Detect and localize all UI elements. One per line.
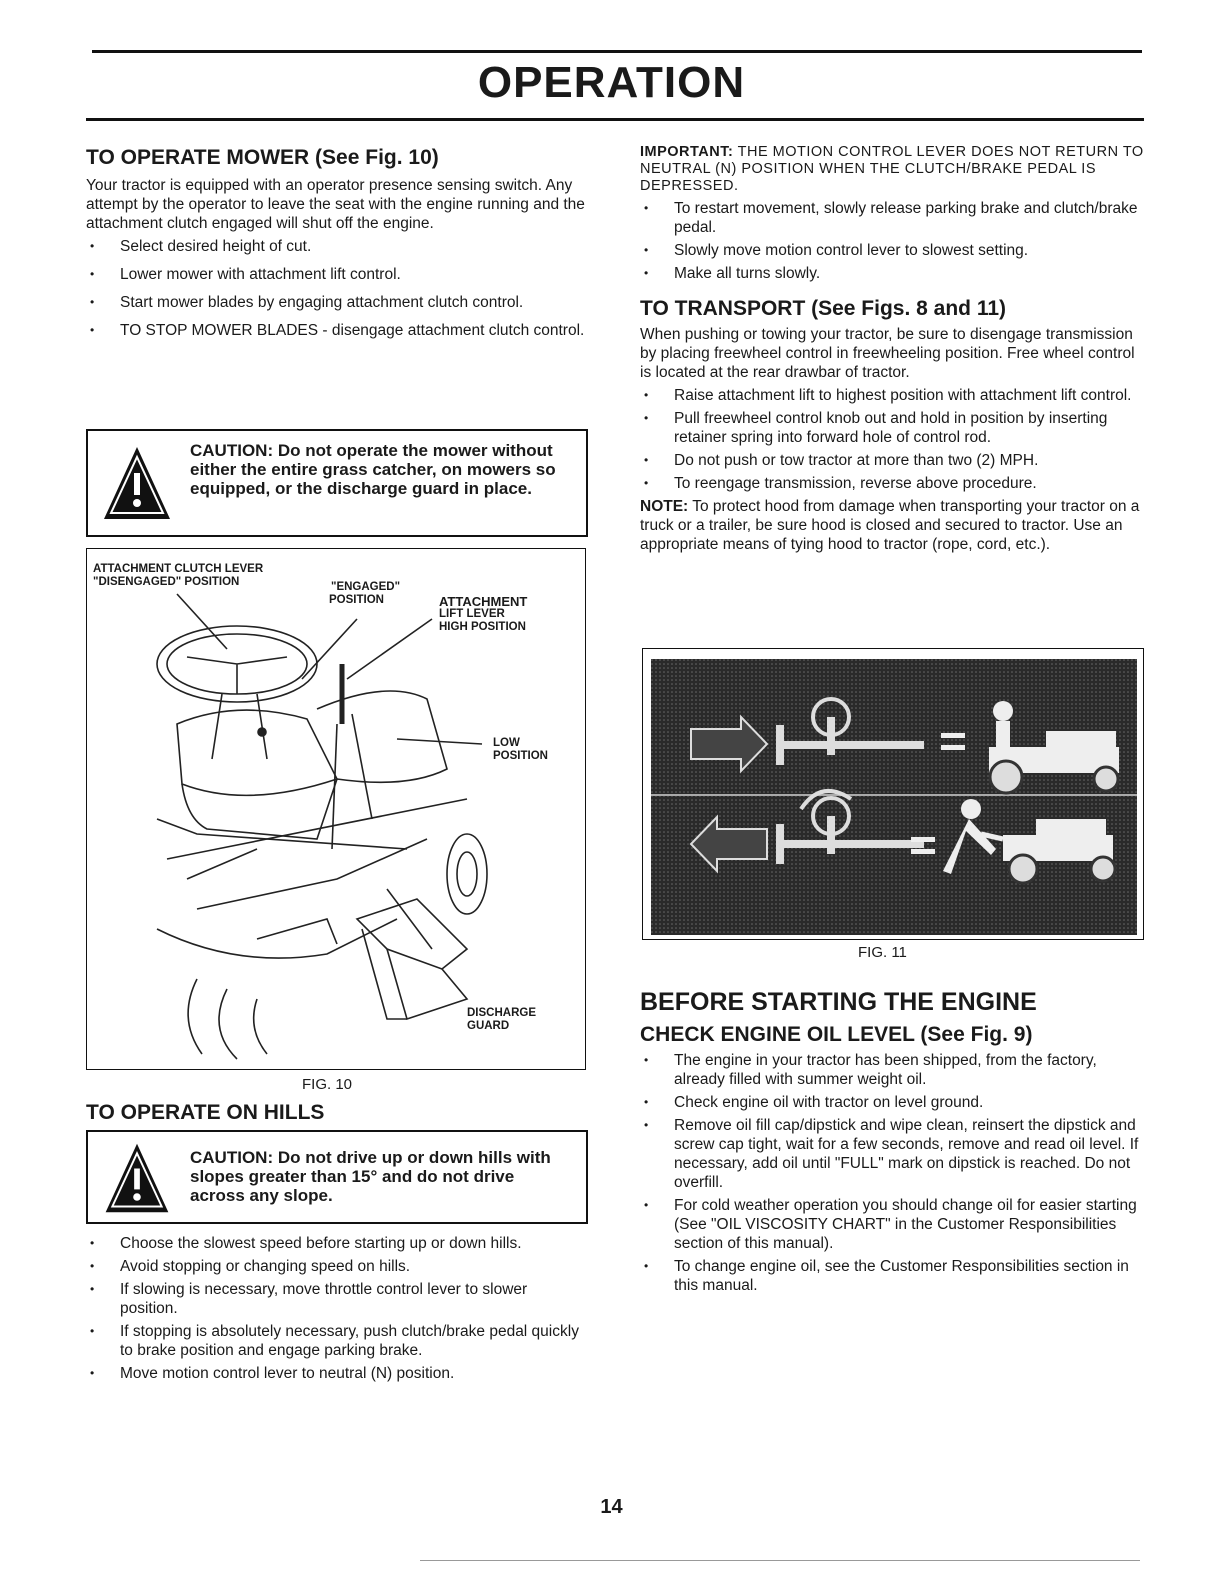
label-engaged-position: "ENGAGED" POSITION	[329, 581, 401, 606]
transport-intro: When pushing or towing your tractor, be sure to disengage transmission by placing freewheel control in freewheeling position. Free wheel control is located at the rear drawbar of tractor.	[640, 326, 1135, 381]
list-item: • Remove oil fill cap/dipstick and wipe clean, reinsert the dipstick and screw cap tight, wait for a few seconds, remove and read oil level. If necessary, add oil until "FULL" mark on dipstick is reached. Do not overfill.	[640, 1116, 1146, 1192]
warning-triangle-icon	[102, 443, 172, 528]
list-item: • Pull freewheel control knob out and hold in position by inserting retainer spring into forward hole of control rod.	[640, 409, 1146, 447]
mower-intro: Your tractor is equipped with an operator presence sensing switch. Any attempt by the operator to leave the seat with the engine running and the attachment clutch engaged will shut off the engine.	[86, 177, 585, 232]
bottom-edge-rule	[420, 1560, 1140, 1561]
note-text: To protect hood from damage when transporting your tractor on a truck or a trailer, be sure hood is closed and secured to tractor. Use an appropriate means of tying hood to tractor (rope, cord, etc.).	[640, 498, 1140, 553]
figure-10	[86, 548, 586, 1070]
list-item: • Choose the slowest speed before starting up or down hills.	[86, 1234, 586, 1253]
list-item: • Start mower blades by engaging attachment clutch control.	[86, 293, 586, 312]
list-item: • Lower mower with attachment lift control.	[86, 265, 586, 284]
warning-triangle-icon	[102, 1140, 172, 1221]
list-item: • Move motion control lever to neutral (N) position.	[86, 1364, 586, 1383]
label-lift-lever: ATTACHMENT LIFT LEVER HIGH POSITION	[439, 594, 528, 633]
transport-heading: TO TRANSPORT (See Figs. 8 and 11)	[640, 297, 1007, 320]
note-paragraph	[640, 497, 1146, 554]
list-item: • Make all turns slowly.	[640, 264, 1146, 283]
hills-section	[86, 1101, 586, 1125]
caution-text: CAUTION: Do not drive up or down hills with slopes greater than 15° and do not drive across any slope.	[190, 1148, 551, 1205]
important-text: THE MOTION CONTROL LEVER DOES NOT RETURN TO NEUTRAL (N) POSITION WHEN THE CLUTCH/BRAKE PEDAL IS DEPRESSED.	[640, 144, 1144, 194]
list-item: • Raise attachment lift to highest position with attachment lift control.	[640, 386, 1146, 405]
left-column	[86, 146, 586, 340]
top-rule	[92, 50, 1142, 53]
label-clutch-lever: ATTACHMENT CLUTCH LEVER "DISENGAGED" POSITION	[93, 563, 264, 588]
hills-heading: TO OPERATE ON HILLS	[86, 1101, 325, 1124]
caution-text: CAUTION: Do not operate the mower without either the entire grass catcher, on mowers so equipped, or the discharge guard in place.	[190, 441, 556, 498]
fig10-caption: FIG. 10	[302, 1076, 353, 1093]
transport-instruction-graphic	[651, 659, 1147, 941]
hills-list	[86, 1230, 586, 1383]
list-item: • If stopping is absolutely necessary, push clutch/brake pedal quickly to brake position and engage parking brake.	[86, 1322, 586, 1360]
caution-box-hills	[86, 1130, 588, 1224]
list-item: • To change engine oil, see the Customer Responsibilities section in this manual.	[640, 1257, 1146, 1295]
page-number: 14	[600, 1496, 623, 1518]
list-item: • TO STOP MOWER BLADES - disengage attachment clutch control.	[86, 321, 586, 340]
label-low-position: LOW POSITION	[493, 737, 548, 762]
note-label: NOTE:	[640, 498, 689, 515]
list-item: • To reengage transmission, reverse above procedure.	[640, 474, 1146, 493]
mower-bullets	[86, 237, 586, 340]
list-item: • Slowly move motion control lever to slowest setting.	[640, 241, 1146, 260]
page-title: OPERATION	[477, 58, 746, 107]
label-discharge-guard: DISCHARGE GUARD	[467, 1007, 537, 1032]
oil-heading: CHECK ENGINE OIL LEVEL (See Fig. 9)	[640, 1023, 1033, 1046]
list-item: • Do not push or tow tractor at more than two (2) MPH.	[640, 451, 1146, 470]
list-item: • If slowing is necessary, move throttle control lever to slower position.	[86, 1280, 586, 1318]
transport-bullets	[640, 386, 1146, 493]
list-item: • Avoid stopping or changing speed on hills.	[86, 1257, 586, 1276]
important-label: IMPORTANT:	[640, 144, 734, 160]
important-notice	[640, 144, 1146, 195]
caution-box-mower	[86, 429, 588, 537]
before-heading: BEFORE STARTING THE ENGINE	[640, 988, 1037, 1016]
list-item: • To restart movement, slowly release parking brake and clutch/brake pedal.	[640, 199, 1146, 237]
list-item: • For cold weather operation you should change oil for easier starting (See "OIL VISCOSITY CHART" in the Customer Responsibilities section of this manual).	[640, 1196, 1146, 1253]
figure-11	[642, 648, 1144, 940]
list-item: • Check engine oil with tractor on level ground.	[640, 1093, 1146, 1112]
right-column	[640, 144, 1146, 554]
list-item: • Select desired height of cut.	[86, 237, 586, 256]
title-underline	[86, 118, 1144, 121]
mower-heading: TO OPERATE MOWER (See Fig. 10)	[86, 146, 439, 169]
fig11-caption: FIG. 11	[858, 944, 907, 961]
list-item: • The engine in your tractor has been shipped, from the factory, already filled with summer weight oil.	[640, 1051, 1146, 1089]
oil-bullets	[640, 1051, 1146, 1295]
before-starting-section	[640, 988, 1146, 1295]
important-bullets	[640, 199, 1146, 283]
